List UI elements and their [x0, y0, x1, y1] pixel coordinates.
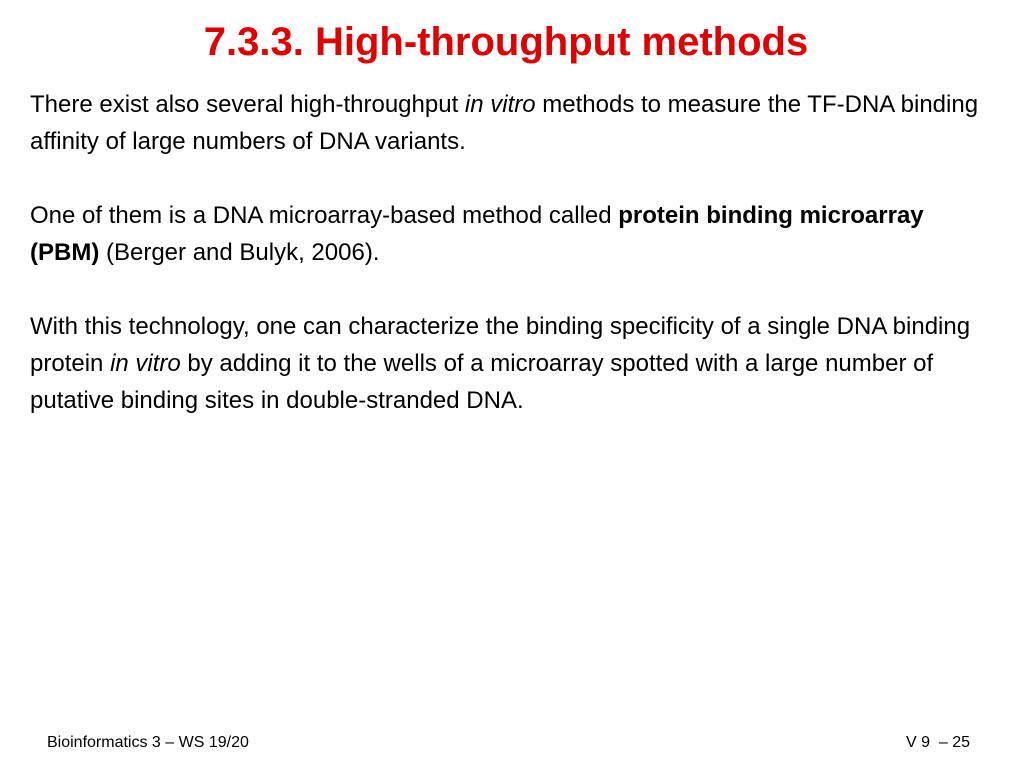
- paragraph-2: [30, 197, 990, 271]
- footer-course: Bioinformatics 3 – WS 19/20: [47, 734, 249, 751]
- paragraph-2-bold-term: protein binding microarray (PBM): [30, 202, 924, 266]
- paragraph-2-text-end: (Berger and Bulyk, 2006).: [99, 239, 380, 266]
- paragraph-2-text: One of them is a DNA microarray-based method called: [30, 202, 619, 229]
- paragraph-3: [30, 308, 990, 419]
- paragraph-1: [30, 86, 990, 160]
- paragraph-1-text: There exist also several high-throughput: [30, 91, 465, 118]
- paragraph-3-italic-term: in vitro: [110, 350, 181, 377]
- paragraph-3-text-end: by adding it to the wells of a microarray spotted with a large number of putative binding sites in double-stranded DNA.: [30, 350, 934, 414]
- footer-page-number: V 9 – 25: [905, 734, 970, 751]
- paragraph-1-text-end: methods to measure the TF-DNA binding affinity of large numbers of DNA variants.: [30, 91, 979, 155]
- slide-body: [30, 86, 990, 456]
- slide-title: 7.3.3. High-throughput methods: [203, 20, 809, 64]
- paragraph-1-italic-term: in vitro: [464, 91, 536, 118]
- paragraph-3-text: With this technology, one can characterize the binding specificity of a single DNA binding protein: [30, 313, 971, 377]
